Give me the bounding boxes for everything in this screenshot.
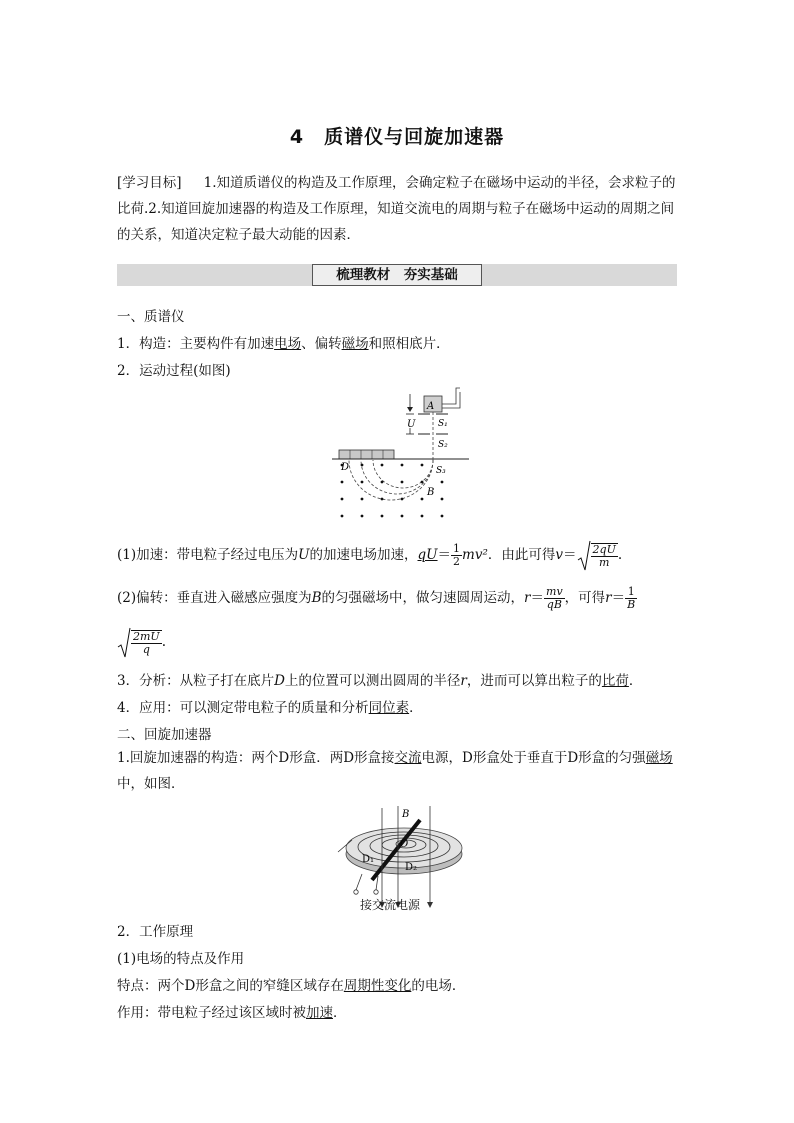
label-S3: S₃ bbox=[436, 466, 446, 476]
section1-heading: 一、质谱仪 bbox=[117, 309, 185, 325]
objectives-label: [学习目标] bbox=[117, 175, 182, 191]
label-S2: S₂ bbox=[438, 440, 448, 450]
section2-effect: 作用：带电粒子经过该区域时被加速． bbox=[117, 1005, 347, 1021]
section1-item2: 2．运动过程(如图) bbox=[117, 363, 231, 379]
label-D: D bbox=[341, 462, 350, 473]
cyclotron-caption: 接交流电源 bbox=[360, 898, 421, 912]
label-O: O bbox=[400, 839, 409, 850]
sqrt-expression: $\frac{2qU}{m}$ bbox=[577, 536, 618, 576]
learning-objectives bbox=[117, 170, 677, 248]
mass-spectrometer-figure bbox=[332, 384, 472, 522]
label-S1: S₁ bbox=[438, 419, 448, 429]
section2-feature: 特点：两个D形盒之间的窄缝区域存在周期性变化的电场． bbox=[117, 978, 466, 994]
section2-item2: 2．工作原理 bbox=[117, 924, 194, 940]
deflect-equation-line: (2)偏转：垂直进入磁感应强度为B的匀强磁场中，做匀速圆周运动，r＝ $\frac{mv}{qB}$ ，可得r＝ $\frac{1}{B}$ bbox=[117, 585, 636, 611]
section1-item3: 3．分析：从粒子打在底片D上的位置可以测出圆周的半径r，进而可以算出粒子的比荷． bbox=[117, 673, 643, 689]
accel-equation-line: (1)加速：带电粒子经过电压为U的加速电场加速，qU＝ $\frac{1}{2}$ mv²．由此可得v＝ $\frac{2qU}{m}$ . bbox=[117, 535, 622, 575]
label-A: A bbox=[427, 401, 435, 412]
section1-item4: 4．应用：可以测定带电粒子的质量和分析同位素． bbox=[117, 700, 423, 716]
section2-sub1: (1)电场的特点及作用 bbox=[117, 951, 245, 967]
section2-heading: 二、回旋加速器 bbox=[117, 727, 212, 743]
section1-item1: 1．构造：主要构件有加速电场、偏转磁场和照相底片． bbox=[117, 336, 450, 352]
label-U: U bbox=[407, 419, 416, 430]
label-D1: D₁ bbox=[362, 854, 375, 865]
section2-item1: 1.回旋加速器的构造：两个D形盒．两D形盒接交流电源，D形盒处于垂直于D形盒的匀强磁场中，如图． bbox=[117, 750, 673, 792]
label-B: B bbox=[427, 487, 435, 498]
label-D2: D₂ bbox=[405, 862, 418, 873]
deflect-equation-root: $\frac{2mU}{q}$ . bbox=[117, 622, 166, 662]
section-banner-label: 梳理教材 夯实基础 bbox=[312, 264, 482, 286]
label-B: B bbox=[402, 809, 410, 820]
objectives-text: 1.知道质谱仪的构造及工作原理，会确定粒子在磁场中运动的半径，会求粒子的比荷.2.知道回旋加速器的构造及工作原理，知道交流电的周期与粒子在磁场中运动的周期之间的关系，知道决定粒子最大动能的因素． bbox=[117, 175, 676, 243]
page-title: 4 质谱仪与回旋加速器 bbox=[289, 126, 505, 148]
